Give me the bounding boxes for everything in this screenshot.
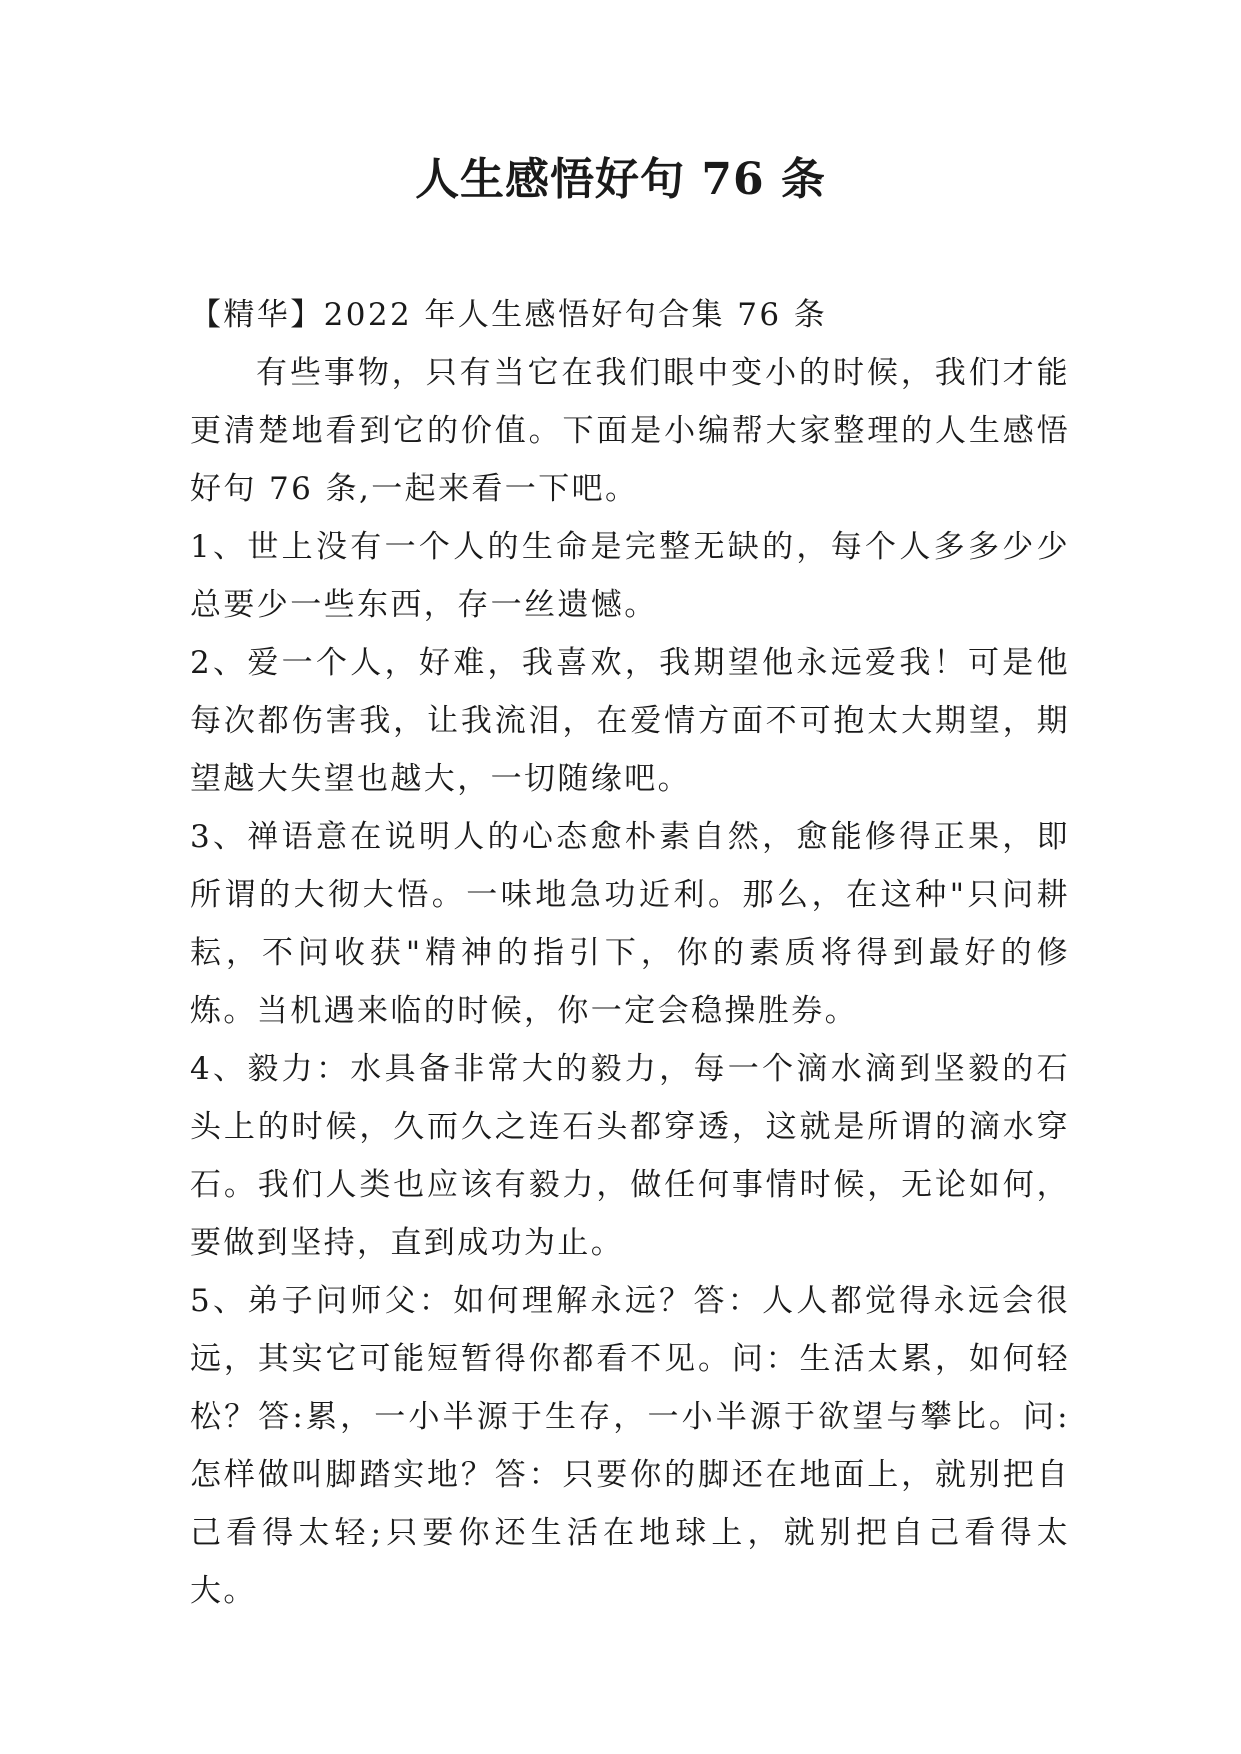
document-subtitle: 【精华】2022 年人生感悟好句合集 76 条 xyxy=(190,297,828,333)
document-title: 人生感悟好句 76 条 xyxy=(415,154,826,205)
intro-paragraph: 有些事物，只有当它在我们眼中变小的时候，我们才能更清楚地看到它的价值。下面是小编帮大家整理的人生感悟好句 76 条,一起来看一下吧。 xyxy=(190,355,1070,507)
list-item: 1、世上没有一个人的生命是完整无缺的，每个人多多少少总要少一些东西，存一丝遗憾。 xyxy=(190,529,1070,623)
list-item: 3、禅语意在说明人的心态愈朴素自然，愈能修得正果，即所谓的大彻大悟。一味地急功近利。那么，在这种"只问耕耘，不问收获"精神的指引下，你的素质将得到最好的修炼。当机遇来临的时候，你一定会稳操胜券。 xyxy=(190,819,1070,1029)
list-item: 5、弟子问师父：如何理解永远？答：人人都觉得永远会很远，其实它可能短暂得你都看不见。问：生活太累，如何轻松？答:累，一小半源于生存，一小半源于欲望与攀比。问:怎样做叫脚踏实地？答：只要你的脚还在地面上，就别把自己看得太轻;只要你还生活在地球上，就别把自己看得太大。 xyxy=(190,1283,1070,1609)
document-body xyxy=(190,286,1070,1620)
list-item: 4、毅力：水具备非常大的毅力，每一个滴水滴到坚毅的石头上的时候，久而久之连石头都穿透，这就是所谓的滴水穿石。我们人类也应该有毅力，做任何事情时候，无论如何，要做到坚持，直到成功为止。 xyxy=(190,1051,1070,1261)
list-item: 2、爱一个人，好难，我喜欢，我期望他永远爱我！可是他每次都伤害我，让我流泪，在爱情方面不可抱太大期望，期望越大失望也越大，一切随缘吧。 xyxy=(190,645,1070,797)
